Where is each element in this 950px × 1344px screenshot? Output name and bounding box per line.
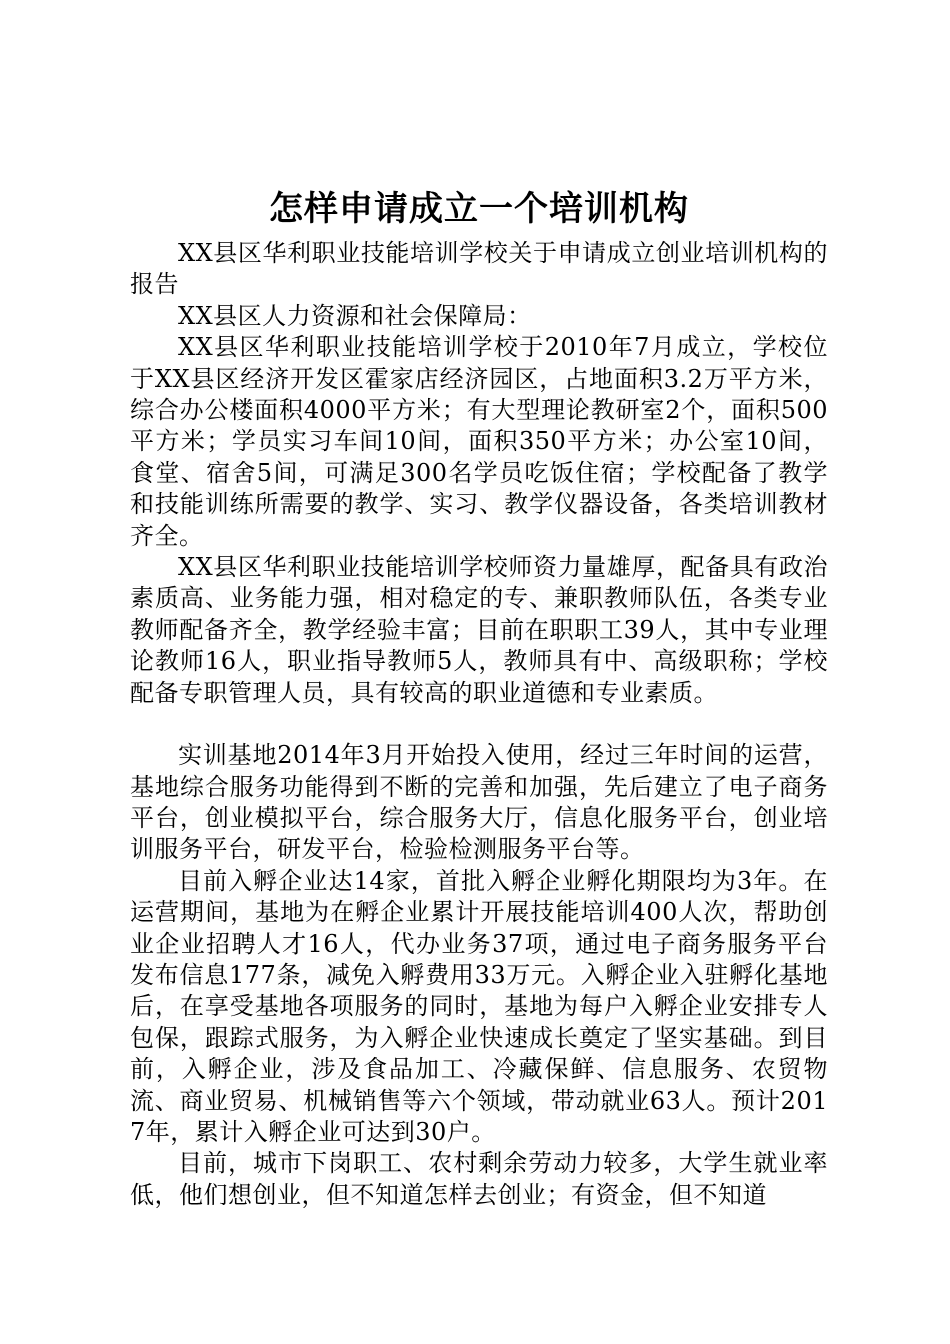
paragraph-teaching-staff: XX县区华利职业技能培训学校师资力量雄厚，配备具有政治素质高、业务能力强，相对稳定的专、兼职教师队伍，各类专业教师配备齐全，教学经验丰富；目前在职职工39人，其中专业理论教师16人，职业指导教师5人，教师具有中、高级职称；学校配备专职管理人员，具有较高的职业道德和专业素质。 [130, 553, 828, 707]
paragraph-current-situation: 目前，城市下岗职工、农村剩余劳动力较多，大学生就业率低，他们想创业，但不知道怎样去创业；有资金，但不知道 [130, 1149, 828, 1209]
paragraph-incubation: 目前入孵企业达14家，首批入孵企业孵化期限均为3年。在运营期间，基地为在孵企业累计开展技能培训400人次，帮助创业企业招聘人才16人，代办业务37项，通过电子商务服务平台发布信息177条，减免入孵费用33万元。入孵企业入驻孵化基地后，在享受基地各项服务的同时，基地为每户入孵企业安排专人包保，跟踪式服务，为入孵企业快速成长奠定了坚实基础。到目前，入孵企业，涉及食品加工、冷藏保鲜、信息服务、农贸物流、商业贸易、机械销售等六个领域，带动就业63人。预计2017年，累计入孵企业可达到30户。 [130, 866, 828, 1146]
paragraph-addressee: XX县区人力资源和社会保障局： [178, 301, 532, 330]
paragraph-report-heading: XX县区华利职业技能培训学校关于申请成立创业培训机构的报告 [130, 239, 828, 299]
paragraph-school-overview: XX县区华利职业技能培训学校于2010年7月成立，学校位于XX县区经济开发区霍家店经济园区，占地面积3.2万平方米，综合办公楼面积4000平方米；有大型理论教研室2个，面积500平方米；学员实习车间10间，面积350平方米；办公室10间，食堂、宿舍5间，可满足300名学员吃饭住宿；学校配备了教学和技能训练所需要的教学、实习、教学仪器设备，各类培训教材齐全。 [130, 333, 828, 550]
paragraph-training-base: 实训基地2014年3月开始投入使用，经过三年时间的运营，基地综合服务功能得到不断的完善和加强，先后建立了电子商务平台，创业模拟平台，综合服务大厅，信息化服务平台，创业培训服务平台，研发平台，检验检测服务平台等。 [130, 741, 828, 864]
document-page [130, 186, 828, 1211]
paragraph-spacer [130, 709, 828, 740]
document-title: 怎样申请成立一个培训机构 [269, 189, 689, 229]
